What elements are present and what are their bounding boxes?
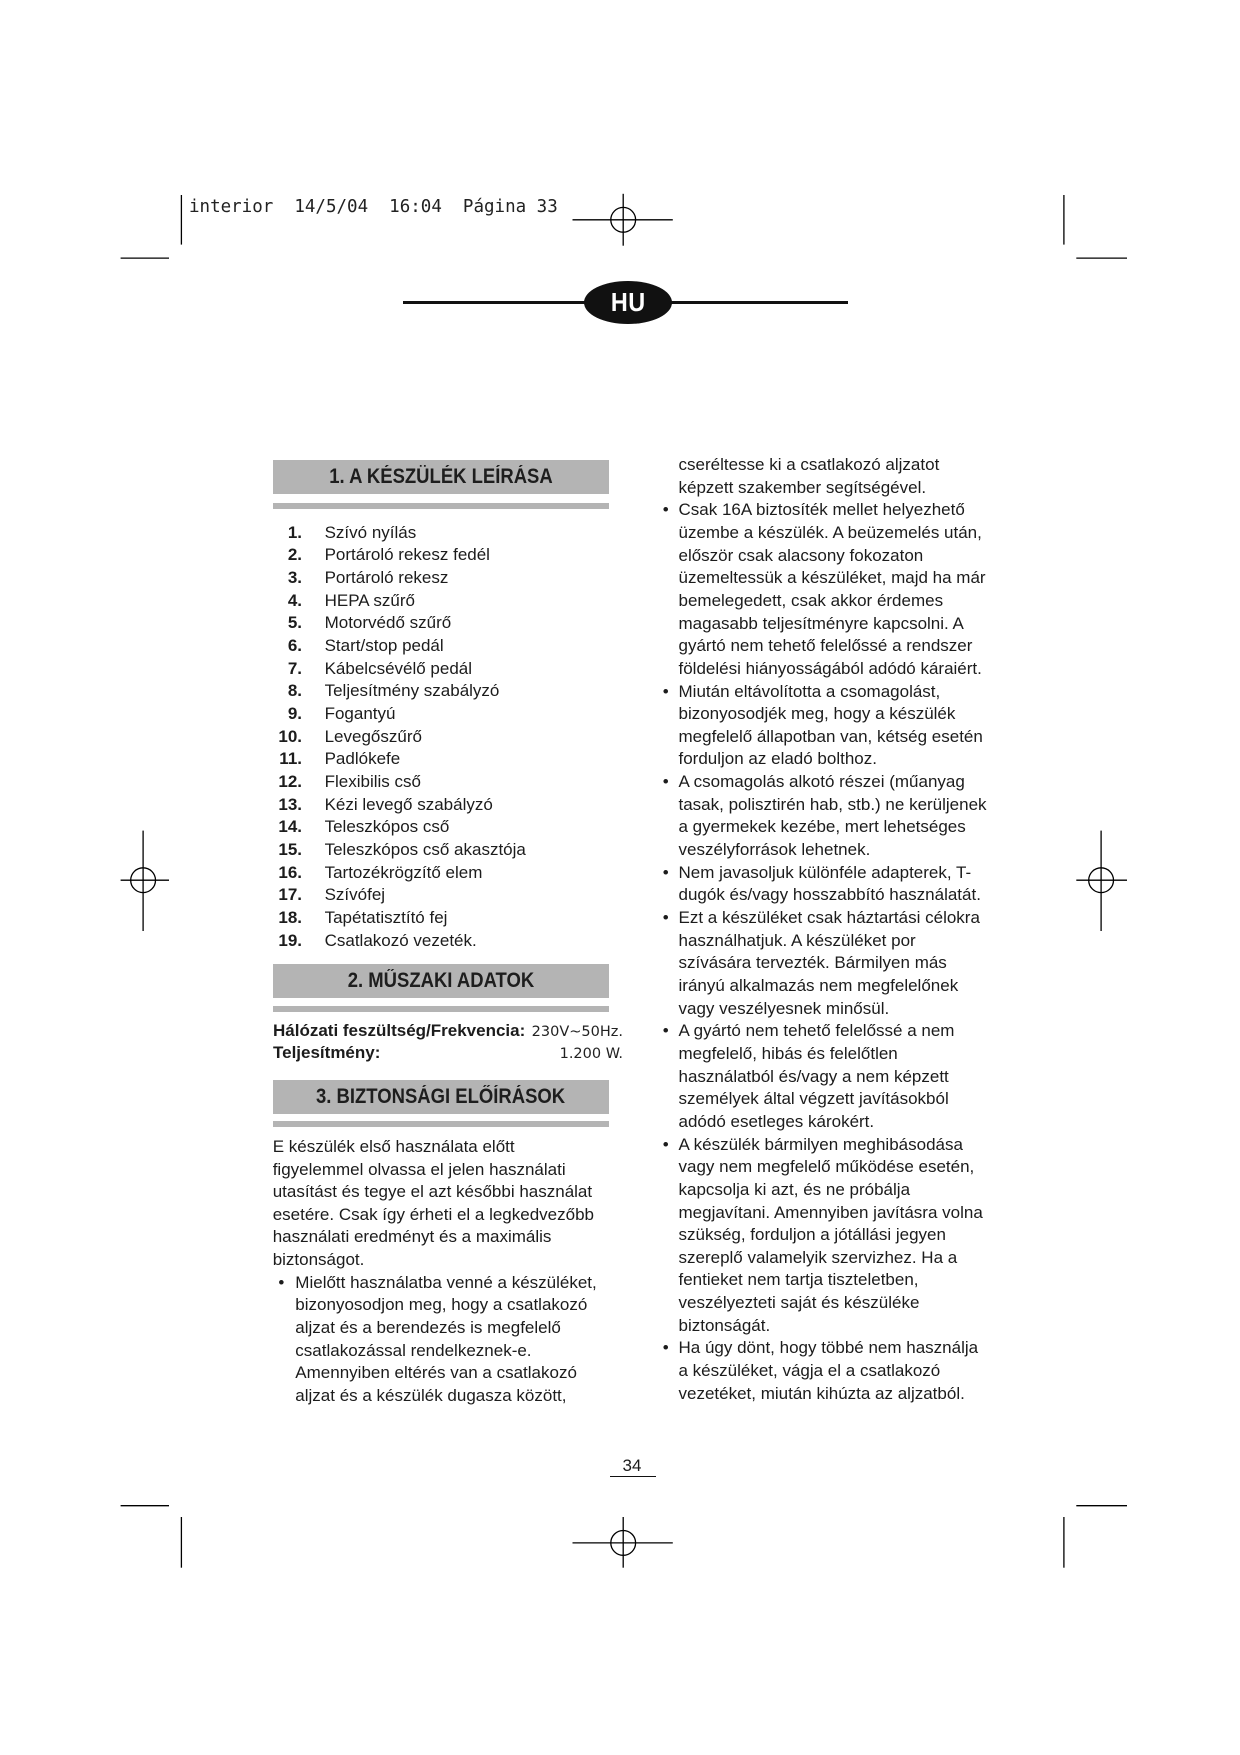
parts-list-item — [0, 816, 620, 838]
item-label: Kézi levegő szabályzó — [324, 794, 493, 814]
section-heading-description — [273, 460, 609, 494]
item-label: Portároló rekesz — [324, 567, 449, 587]
parts-list-item — [0, 907, 620, 929]
bullet-line: szereplő valamelyik szervizhez. Ha a — [678, 1247, 958, 1267]
section-title: 1. A KÉSZÜLÉK LEÍRÁSA — [329, 464, 553, 488]
item-number: 13. — [278, 794, 302, 814]
bullet-line: használhatjuk. A készüléket por — [678, 930, 916, 950]
bullet-marker: • — [662, 1021, 669, 1041]
item-label: Tartozékrögzítő elem — [324, 862, 483, 882]
parts-list-item — [0, 862, 620, 884]
item-label: Portároló rekesz fedél — [324, 545, 490, 565]
bullet-line: vagy nem megfelelő működése esetén, — [678, 1157, 975, 1177]
item-number: 9. — [287, 703, 302, 723]
item-label: Motorvédő szűrő — [324, 613, 452, 633]
parts-list-item — [0, 544, 620, 566]
bullet-line: aljzat és a berendezés is megfelelő — [295, 1318, 561, 1337]
bullet-marker: • — [662, 1134, 669, 1154]
heading-underline-bar — [273, 1121, 609, 1127]
bullet-line: Ezt a készüléket csak háztartási célokra — [678, 908, 980, 927]
crop-mark-bottom-right — [1064, 1506, 1127, 1568]
bullet-marker: • — [662, 1338, 669, 1358]
bullet-marker: • — [278, 1272, 285, 1292]
item-number: 15. — [278, 839, 302, 859]
item-number: 14. — [278, 817, 302, 837]
bullet-line: használatból és/vagy a nem képzett — [678, 1066, 949, 1086]
parts-list-item — [0, 658, 620, 680]
print-slug: interior 14/5/04 16:04 Página 33 — [189, 197, 558, 217]
item-number: 18. — [278, 907, 302, 927]
item-number: 19. — [278, 930, 302, 950]
bullet-line: a készüléket, vágja el a csatlakozó — [678, 1361, 941, 1380]
bullet-line: gyártó nem tehető felelőssé a rendszer — [678, 636, 973, 656]
bullet-line: adódó esetleges károkért. — [678, 1111, 875, 1131]
bullet-line: megjavítani. Amennyiben javításra volna — [678, 1202, 983, 1222]
intro-line: E készülék első használata előtt — [272, 1136, 515, 1156]
item-number: 11. — [279, 749, 302, 769]
bullet-line: Miután eltávolította a csomagolást, — [678, 681, 941, 701]
bullet-line: üzembe a készülék. A beüzemelés után, — [678, 522, 982, 542]
bullet-marker: • — [662, 772, 669, 792]
bullet-line: irányú alkalmazás nem megfelelőnek — [678, 975, 959, 995]
item-number: 6. — [287, 635, 302, 655]
intro-line: biztonságot. — [272, 1250, 365, 1270]
parts-list-item — [0, 884, 620, 906]
parts-list-item — [0, 748, 620, 770]
spec-label: Hálózati feszültség/Frekvencia: — [273, 1020, 526, 1040]
parts-list-item — [0, 680, 620, 702]
bullet-line: Ha úgy dönt, hogy többé nem használja — [678, 1338, 979, 1358]
intro-line: utasítást és tegye el azt későbbi használat — [272, 1182, 593, 1202]
bullet-line: szívására tervezték. Bármilyen más — [678, 953, 947, 973]
page-number-rule — [610, 1476, 656, 1477]
bullet-line: üzemeltessük a készüléket, majd ha már — [678, 568, 986, 588]
bullet-marker: • — [662, 908, 669, 927]
item-label: Fogantyú — [324, 703, 396, 723]
item-number: 4. — [287, 590, 302, 610]
bullet-line: megfelelő állapotban van, kétség esetén — [678, 726, 983, 746]
spec-value: 1.200 W. — [559, 1046, 623, 1063]
item-label: Kábelcsévélő pedál — [324, 658, 473, 678]
bullet-line: veszélyforrások lehetnek. — [678, 840, 871, 859]
registration-mark-bottom — [573, 1517, 673, 1568]
bullet-line: bemelegedett, csak akkor érdemes — [678, 590, 944, 610]
parts-list-item — [0, 612, 620, 634]
bullet-line: szükség, forduljon a jótállási jegyen — [678, 1225, 946, 1245]
item-label: Teleszkópos cső — [324, 817, 450, 837]
item-number: 12. — [278, 771, 302, 791]
bullet-line: A csomagolás alkotó részei (műanyag — [678, 772, 965, 792]
spec-value: 230V~50Hz. — [531, 1023, 623, 1040]
parts-list-item — [0, 771, 620, 793]
section-heading-technical-data — [273, 964, 609, 998]
heading-underline-bar — [273, 503, 609, 509]
section-heading-safety — [273, 1080, 609, 1114]
item-number: 2. — [287, 545, 302, 565]
bullet-line: Mielőtt használatba venné a készüléket, — [295, 1272, 597, 1292]
parts-list-item — [0, 567, 620, 589]
crop-mark-bottom-left — [121, 1506, 182, 1568]
bullet-line: veszélyezteti saját és készüléke — [678, 1293, 920, 1313]
bullet-marker: • — [662, 681, 669, 701]
item-number: 3. — [287, 567, 302, 587]
bullet-line: megfelelő, hibás és felelőtlen — [678, 1043, 898, 1063]
item-number: 7. — [287, 658, 302, 678]
bullet-line: személyek által végzett javításokból — [678, 1089, 949, 1109]
registration-mark-right — [1076, 831, 1127, 931]
parts-list-item — [0, 794, 620, 816]
item-label: Teleszkópos cső akasztója — [324, 839, 526, 859]
item-number: 10. — [278, 726, 302, 746]
item-label: Flexibilis cső — [324, 771, 421, 791]
bullet-marker: • — [662, 500, 669, 520]
item-label: Padlókefe — [324, 749, 401, 769]
bullet-line: fentieket nem tartja tiszteletben, — [678, 1270, 919, 1290]
item-number: 1. — [287, 522, 302, 542]
parts-list-item — [0, 522, 620, 544]
bullet-line: Csak 16A biztosíték mellet helyezhető — [678, 500, 965, 520]
registration-mark-top — [573, 194, 673, 246]
bullet-line: csatlakozással rendelkeznek-e. — [295, 1340, 532, 1360]
heading-underline-bar — [273, 1006, 609, 1012]
item-label: Szívó nyílás — [324, 522, 417, 542]
spec-label: Teljesítmény: — [273, 1043, 381, 1063]
bullet-line: Nem javasoljuk különféle adapterek, T- — [678, 862, 972, 882]
item-label: Start/stop pedál — [324, 635, 444, 655]
bullet-line: bizonyosodjon meg, hogy a csatlakozó — [295, 1295, 588, 1315]
item-label: Levegőszűrő — [324, 726, 422, 746]
bullet-line: A készülék bármilyen meghibásodása — [678, 1134, 963, 1154]
bullet-marker: • — [662, 862, 669, 882]
item-number: 5. — [287, 613, 302, 633]
intro-line: figyelemmel olvassa el jelen használati — [272, 1159, 566, 1179]
parts-list-item — [0, 839, 620, 861]
item-label: Csatlakozó vezeték. — [324, 930, 477, 950]
bullet-line: bizonyosodjék meg, hogy a készülék — [678, 704, 956, 724]
bullet-line: magasabb teljesítményre kapcsolni. A — [678, 613, 964, 633]
parts-list-item — [0, 930, 620, 952]
bullet-line: cseréltesse ki a csatlakozó aljzatot — [678, 455, 940, 474]
bullet-line: biztonságát. — [678, 1315, 771, 1335]
bullet-line: aljzat és a készülék dugasza között, — [295, 1386, 567, 1405]
bullet-line: Amennyiben eltérés van a csatlakozó — [295, 1363, 577, 1383]
item-number: 8. — [287, 681, 302, 701]
bullet-line: forduljon az eladó bolthoz. — [678, 749, 877, 769]
parts-list-item — [0, 590, 620, 612]
item-label: HEPA szűrő — [324, 590, 415, 610]
bullet-line: a gyermekek kezébe, mert lehetséges — [678, 817, 966, 837]
language-code: HU — [610, 286, 646, 317]
section-title: 3. BIZTONSÁGI ELŐÍRÁSOK — [316, 1084, 566, 1108]
intro-line: használati eredményt és a maximális — [272, 1227, 552, 1247]
bullet-line: dugók és/vagy hosszabbító használatát. — [678, 885, 981, 905]
parts-list-item — [0, 726, 620, 748]
bullet-line: képzett szakember segítségével. — [678, 477, 927, 497]
bullet-line: először csak alacsony fokozaton — [678, 545, 924, 565]
spec-row-voltage — [273, 1020, 623, 1043]
item-number: 16. — [278, 862, 302, 882]
parts-list-item — [0, 703, 620, 725]
bullet-line: kapcsolja ki azt, és ne próbálja — [678, 1179, 911, 1199]
section-title: 2. MŰSZAKI ADATOK — [347, 968, 535, 992]
bullet-line: vagy veszélyesnek minősül. — [678, 998, 890, 1018]
bullet-line: A gyártó nem tehető felelőssé a nem — [678, 1021, 955, 1041]
bullet-line: tasak, polisztirén hab, stb.) ne kerüljenek — [678, 794, 987, 814]
bullet-line: földelési hiányosságából adódó káraiért. — [678, 658, 982, 678]
crop-mark-top-left — [121, 195, 182, 258]
item-label: Tapétatisztító fej — [324, 907, 448, 927]
spec-row-power — [273, 1042, 623, 1065]
item-number: 17. — [278, 885, 302, 905]
crop-mark-top-right — [1064, 195, 1127, 258]
page-number: 34 — [622, 1456, 642, 1475]
item-label: Szívófej — [324, 885, 386, 905]
parts-list-item — [0, 635, 620, 657]
item-label: Teljesítmény szabályzó — [324, 681, 500, 701]
bullet-line: vezetéket, miután kihúzta az aljzatból. — [678, 1383, 965, 1403]
language-badge — [584, 281, 672, 324]
intro-line: esetére. Csak így érheti el a legkedvezőbb — [272, 1204, 594, 1224]
